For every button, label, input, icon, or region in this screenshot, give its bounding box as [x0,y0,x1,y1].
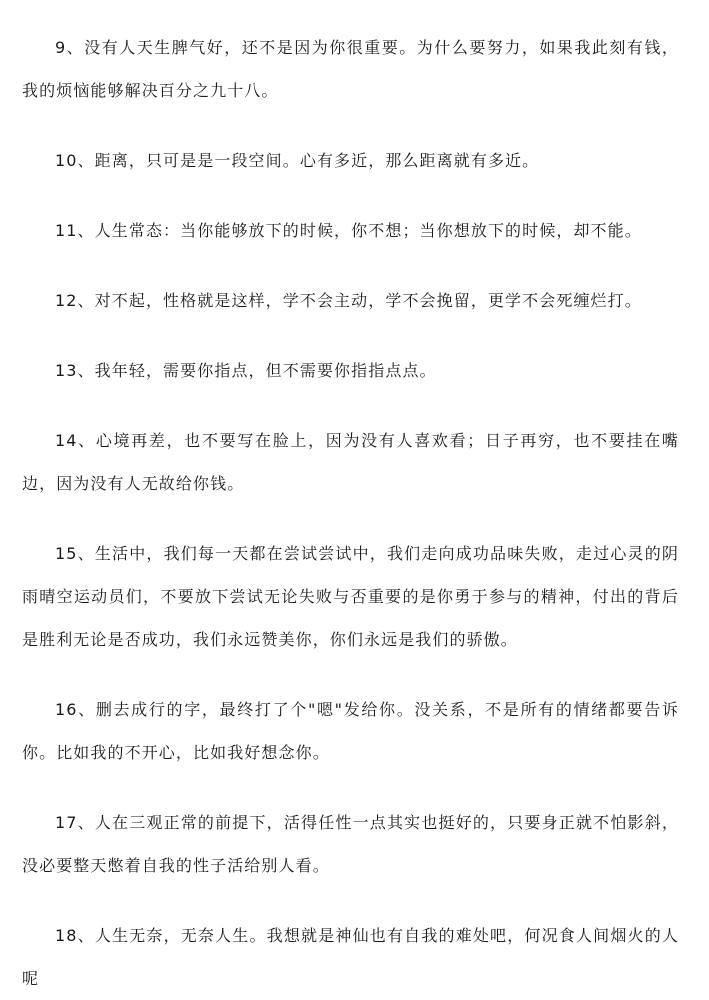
paragraph-10: 10、距离，只可是是一段空间。心有多近，那么距离就有多近。 [55,151,540,170]
paragraph-18: 18、人生无奈，无奈人生。我想就是神仙也有自我的难处吧，何况食人间烟火的人呢 [22,926,679,988]
paragraph-13: 13、我年轻，需要你指点，但不需要你指指点点。 [55,361,437,380]
paragraph-17: 17、人在三观正常的前提下，活得任性一点其实也挺好的，只要身正就不怕影斜，没必要整天憋着自我的性子活给别人看。 [22,813,679,875]
paragraph-11: 11、人生常态：当你能够放下的时候，你不想；当你想放下的时候，却不能。 [55,221,642,240]
paragraph-12: 12、对不起，性格就是这样，学不会主动，学不会挽留，更学不会死缠烂打。 [55,291,642,310]
paragraph-16: 16、删去成行的字，最终打了个"嗯"发给你。没关系，不是所有的情绪都要告诉你。比如我的不开心，比如我好想念你。 [22,700,679,762]
paragraph-14: 14、心境再差，也不要写在脸上，因为没有人喜欢看；日子再穷，也不要挂在嘴边，因为没有人无故给你钱。 [22,431,679,493]
paragraph-15: 15、生活中，我们每一天都在尝试尝试中，我们走向成功品味失败，走过心灵的阴雨晴空运动员们，不要放下尝试无论失败与否重要的是你勇于参与的精神，付出的背后是胜利无论是否成功，我们永远赞美你，你们永远是我们的骄傲。 [22,544,679,649]
paragraph-9: 9、没有人天生脾气好，还不是因为你很重要。为什么要努力，如果我此刻有钱，我的烦恼能够解决百分之九十八。 [22,38,679,100]
